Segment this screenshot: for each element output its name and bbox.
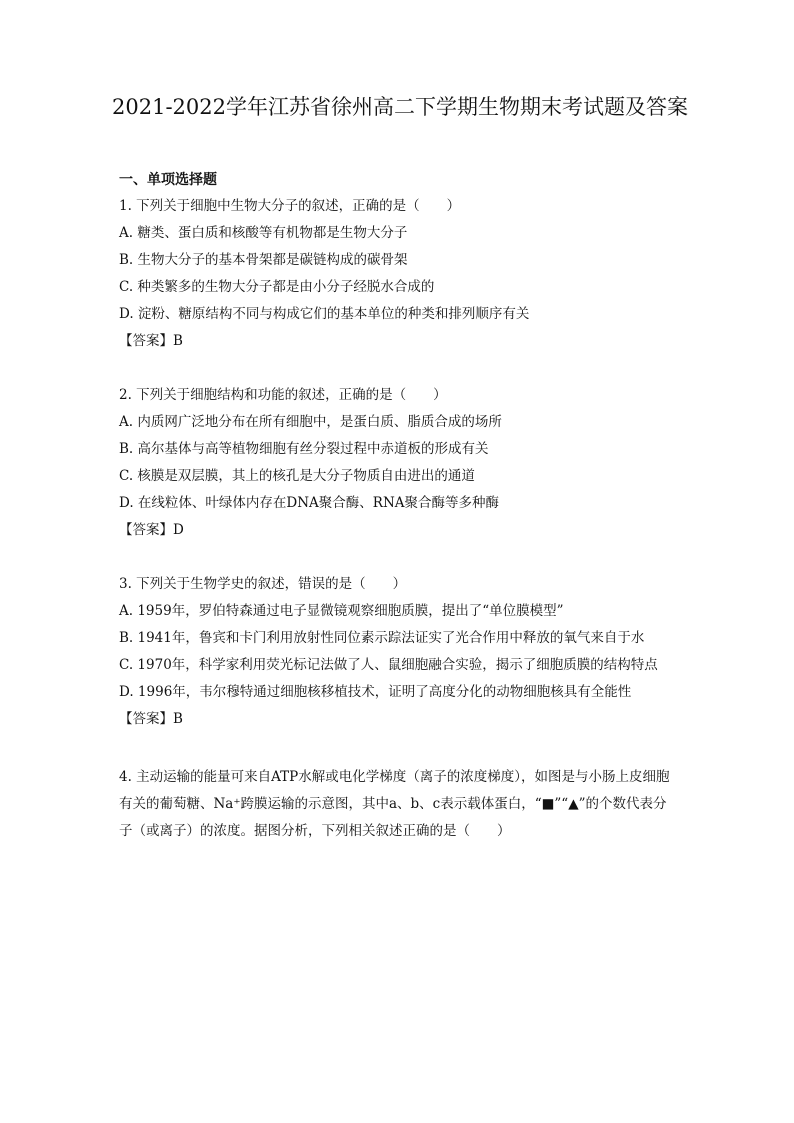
option-c: C. 种类繁多的生物大分子都是由小分子经脱水合成的 — [119, 279, 435, 295]
answer-label: 【答案】B — [119, 333, 183, 349]
question-1 — [119, 197, 679, 350]
option-b: B. 生物大分子的基本骨架都是碳链构成的碳骨架 — [119, 252, 408, 268]
option-d: D. 在线粒体、叶绿体内存在DNA聚合酶、RNA聚合酶等多种酶 — [119, 495, 500, 511]
option-d: D. 1996年，韦尔穆特通过细胞核移植技术，证明了高度分化的动物细胞核具有全能性 — [119, 684, 632, 700]
option-a: A. 糖类、蛋白质和核酸等有机物都是生物大分子 — [119, 225, 408, 241]
question-stem: 3. 下列关于生物学史的叙述，错误的是（ ） — [119, 576, 407, 592]
answer-label: 【答案】D — [119, 522, 184, 538]
question-stem: 1. 下列关于细胞中生物大分子的叙述，正确的是（ ） — [119, 198, 461, 214]
question-3 — [119, 575, 679, 728]
question-4 — [119, 764, 679, 845]
option-c: C. 核膜是双层膜，其上的核孔是大分子物质自由进出的通道 — [119, 468, 475, 484]
question-2 — [119, 386, 679, 539]
question-stem: 4. 主动运输的能量可来自ATP水解或电化学梯度（离子的浓度梯度），如图是与小肠上皮细胞有关的葡萄糖、Na⁺跨膜运输的示意图，其中a、b、c表示载体蛋白，“■”“▲”的个数代表分子（或离子）的浓度。据图分析，下列相关叙述正确的是（ ） — [119, 769, 670, 839]
document-body — [119, 171, 679, 854]
answer-label: 【答案】B — [119, 711, 183, 727]
option-b: B. 高尔基体与高等植物细胞有丝分裂过程中赤道板的形成有关 — [119, 441, 489, 457]
option-a: A. 1959年，罗伯特森通过电子显微镜观察细胞质膜，提出了“单位膜模型” — [119, 603, 564, 619]
option-b: B. 1941年，鲁宾和卡门利用放射性同位素示踪法证实了光合作用中释放的氧气来自于水 — [119, 630, 645, 646]
question-stem: 2. 下列关于细胞结构和功能的叙述，正确的是（ ） — [119, 387, 447, 403]
section-heading: 一、单项选择题 — [119, 172, 217, 188]
option-a: A. 内质网广泛地分布在所有细胞中，是蛋白质、脂质合成的场所 — [119, 414, 502, 430]
option-d: D. 淀粉、糖原结构不同与构成它们的基本单位的种类和排列顺序有关 — [119, 306, 530, 322]
option-c: C. 1970年，科学家利用荧光标记法做了人、鼠细胞融合实验，揭示了细胞质膜的结构特点 — [119, 657, 658, 673]
document-title: 2021-2022学年江苏省徐州高二下学期生物期末考试题及答案 — [112, 95, 688, 119]
